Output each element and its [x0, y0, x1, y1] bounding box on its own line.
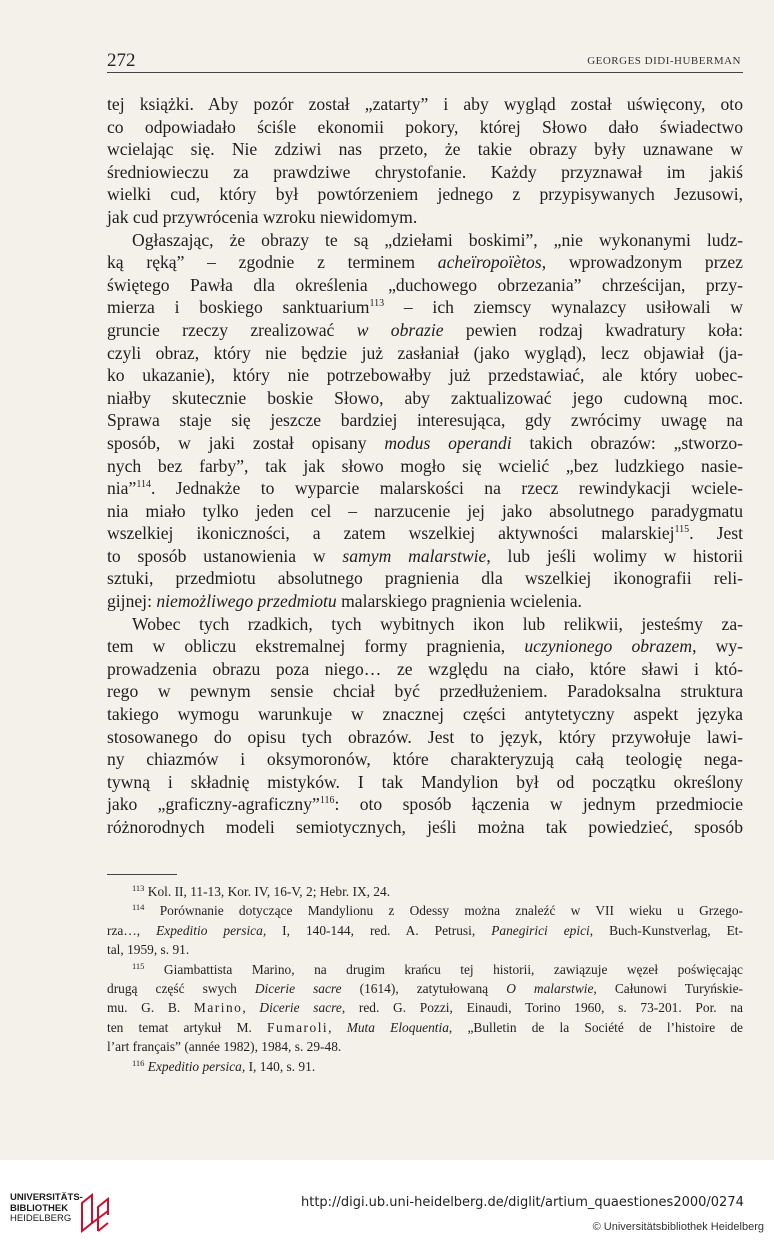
text-line: wszelkiej ikoniczności, a zatem wszelkiej aktywności malarskiej$^{115}$. Jest — [107, 523, 743, 544]
text-line: stosowanego do opisu tych obrazów. Jest to język, który przywołuje lawi- — [107, 726, 743, 747]
text-line: nia miało tylko jeden cel – narzucenie jej jako absolutnego paradygmatu — [107, 500, 743, 521]
footnote-line: mu. G. B. Marino, Dicerie sacre, red. G. Pozzi, Einaudi, Torino 1960, s. 73-201. Por. na — [107, 1000, 743, 1016]
text-line: czyli obraz, który nie będzie już zasłaniał (jako wygląd), lecz objawiał (ja- — [107, 342, 743, 363]
footnote-line: drugą część swych Dicerie sacre (1614), zatytułowaną O malarstwie, Całunowi Turyńskie- — [107, 981, 744, 997]
logo-text: UNIVERSITÄTS- BIBLIOTHEK HEIDELBERG — [10, 1192, 83, 1224]
footnote-ref: 115 — [674, 524, 690, 536]
footnote-line: tal, 1959, s. 91. — [107, 942, 190, 958]
text-line: tej książki. Aby pozór został „zatarty” i aby wygląd został uświęcony, oto — [107, 94, 743, 114]
italic-term: w obrazie — [356, 319, 444, 340]
footnote-115: $^{115}$ Giambattista Marino, na drugim krańcu tej historii, zawiązuje węzeł poświęcając — [132, 960, 743, 977]
text-line: co odpowiadało ściśle ekonomii pokory, której Słowo dało świadectwo — [107, 116, 743, 137]
page-number: 272 — [107, 50, 136, 71]
text-line: prowadzenia obrazu poza niego… ze względu na ciało, które sławi i któ- — [107, 658, 743, 679]
footnote-line: ten temat artykuł M. Fumaroli, Muta Eloquentia, „Bulletin de la Société de l’histoire de — [107, 1019, 744, 1035]
text-line: ny chiazmów i oksymoronów, które charakteryzują całą teologię nega- — [107, 749, 743, 770]
text-line: nia”$^{114}$. Jednakże to wyparcie malarskości na rzecz rewindykacji wciele- — [107, 478, 743, 499]
footnote-line: l’art français” (année 1982), 1984, s. 29-48. — [107, 1039, 342, 1055]
italic-term: acheïropoïètos — [437, 252, 542, 273]
body-text — [107, 93, 743, 839]
footnote-line: rza…, Expeditio persica, I, 140-144, red. A. Petrusi, Panegirici epici, Buch-Kunstverlag, Et- — [107, 922, 743, 938]
footnote-116: $^{116}$ Expeditio persica, I, 140, s. 91. — [132, 1057, 316, 1074]
footnote-113: $^{113}$ Kol. II, 11-13, Kor. IV, 16-V, 2; Hebr. IX, 24. — [132, 883, 391, 899]
text-line: gruncie rzeczy zrealizować w obrazie pewien rodzaj kwadratury koła: — [107, 319, 744, 340]
text-line: niałby skutecznie boskie Słowo, aby zaktualizować jego cudowną moc. — [107, 387, 743, 408]
text-line: ko ukazanie), który nie potrzebowałby już przedstawiać, ale który uobec- — [107, 365, 743, 386]
text-line: świętego Pawła dla określenia „duchowego obrzezania” chrześcijan, przy- — [107, 274, 743, 295]
text-line: Ogłaszając, że obrazy te są „dziełami boskimi”, „nie wykonanymi ludz- — [132, 229, 743, 250]
text-line: to sposób ustanowienia w samym malarstwie, lub jeśli wolimy w historii — [107, 545, 743, 566]
text-line: takiego wymogu warunkuje w znacznej części antytetyczny aspekt języka — [107, 704, 743, 725]
running-head: GEORGES DIDI-HUBERMAN — [587, 55, 741, 67]
italic-term: niemożliwego przedmiotu — [156, 591, 337, 612]
library-logo[interactable] — [10, 1193, 120, 1233]
footnote-114: $^{114}$ Porównanie dotyczące Mandylionu z Odessy można znaleźć w VII wieku u Grzego- — [132, 902, 743, 919]
italic-term: modus operandi — [384, 432, 512, 453]
footnotes — [107, 882, 743, 1076]
text-line: różnorodnych modeli semiotycznych, jeśli można tak powiedzieć, sposób — [107, 817, 743, 837]
text-line: sztuki, przedmiotu absolutnego pragnienia dla wszelkiej ikonografii reli- — [107, 568, 743, 589]
text-line: gijnej: niemożliwego przedmiotu malarskiego pragnienia wcielenia. — [107, 591, 582, 612]
footnote-ref: 113 — [369, 298, 385, 310]
footnote-ref: 116 — [319, 795, 335, 807]
text-line: jak cud przywrócenia wzroku niewidomym. — [107, 206, 418, 227]
footnote-ref: 114 — [136, 479, 151, 491]
text-line: Sprawa staje się jeszcze bardziej interesująca, gdy zwrócimy uwagę na — [107, 410, 743, 431]
text-line: średniowieczu za prawdziwe chrystofanie. Każdy przyznawał im jakiś — [107, 161, 743, 182]
text-line: sposób, w jaki został opisany modus operandi takich obrazów: „stworzo- — [107, 432, 743, 453]
italic-term: samym malarstwie — [342, 545, 487, 566]
text-line: wcielając się. Nie zdziwi nas przeto, że takie obrazy były uznawane w — [107, 139, 743, 160]
text-line: Wobec tych rzadkich, tych wybitnych ikon lub relikwii, jesteśmy za- — [132, 613, 743, 634]
text-line: tem w obliczu ekstremalnej formy pragnienia, uczynionego obrazem, wy- — [107, 636, 743, 657]
footnote-divider — [107, 874, 177, 875]
source-url-link[interactable]: http://digi.ub.uni-heidelberg.de/diglit/artium_quaestiones2000/0274 — [301, 1195, 744, 1210]
text-line: mierza i boskiego sanktuarium$^{113}$ – ich ziemscy wynalazcy usiłowali w — [107, 297, 743, 318]
copyright-notice: © Universitätsbibliothek Heidelberg — [592, 1221, 764, 1233]
italic-term: uczynionego obrazem — [524, 636, 693, 657]
library-emblem-icon — [78, 1193, 112, 1233]
text-line: wielki cud, który był powtórzeniem jednego z przypisywanych Jezusowi, — [107, 184, 743, 205]
text-line: ką ręką” – zgodnie z terminem acheïropoïètos, wprowadzonym przez — [107, 252, 743, 273]
text-line: jako „graficzny-agraficzny”$^{116}$: oto sposób łączenia w jednym przedmiocie — [107, 794, 744, 815]
text-line: nych bez farby”, tak jak słowo mogło się wcielić „bez ludzkiego nasie- — [107, 455, 743, 476]
text-line: tywną i składnię mistyków. I tak Mandylion był od początku określony — [107, 771, 743, 792]
page-header — [107, 50, 743, 73]
text-line: rego w pewnym sensie chciał być przedłużeniem. Paradoksalna struktura — [107, 681, 743, 702]
